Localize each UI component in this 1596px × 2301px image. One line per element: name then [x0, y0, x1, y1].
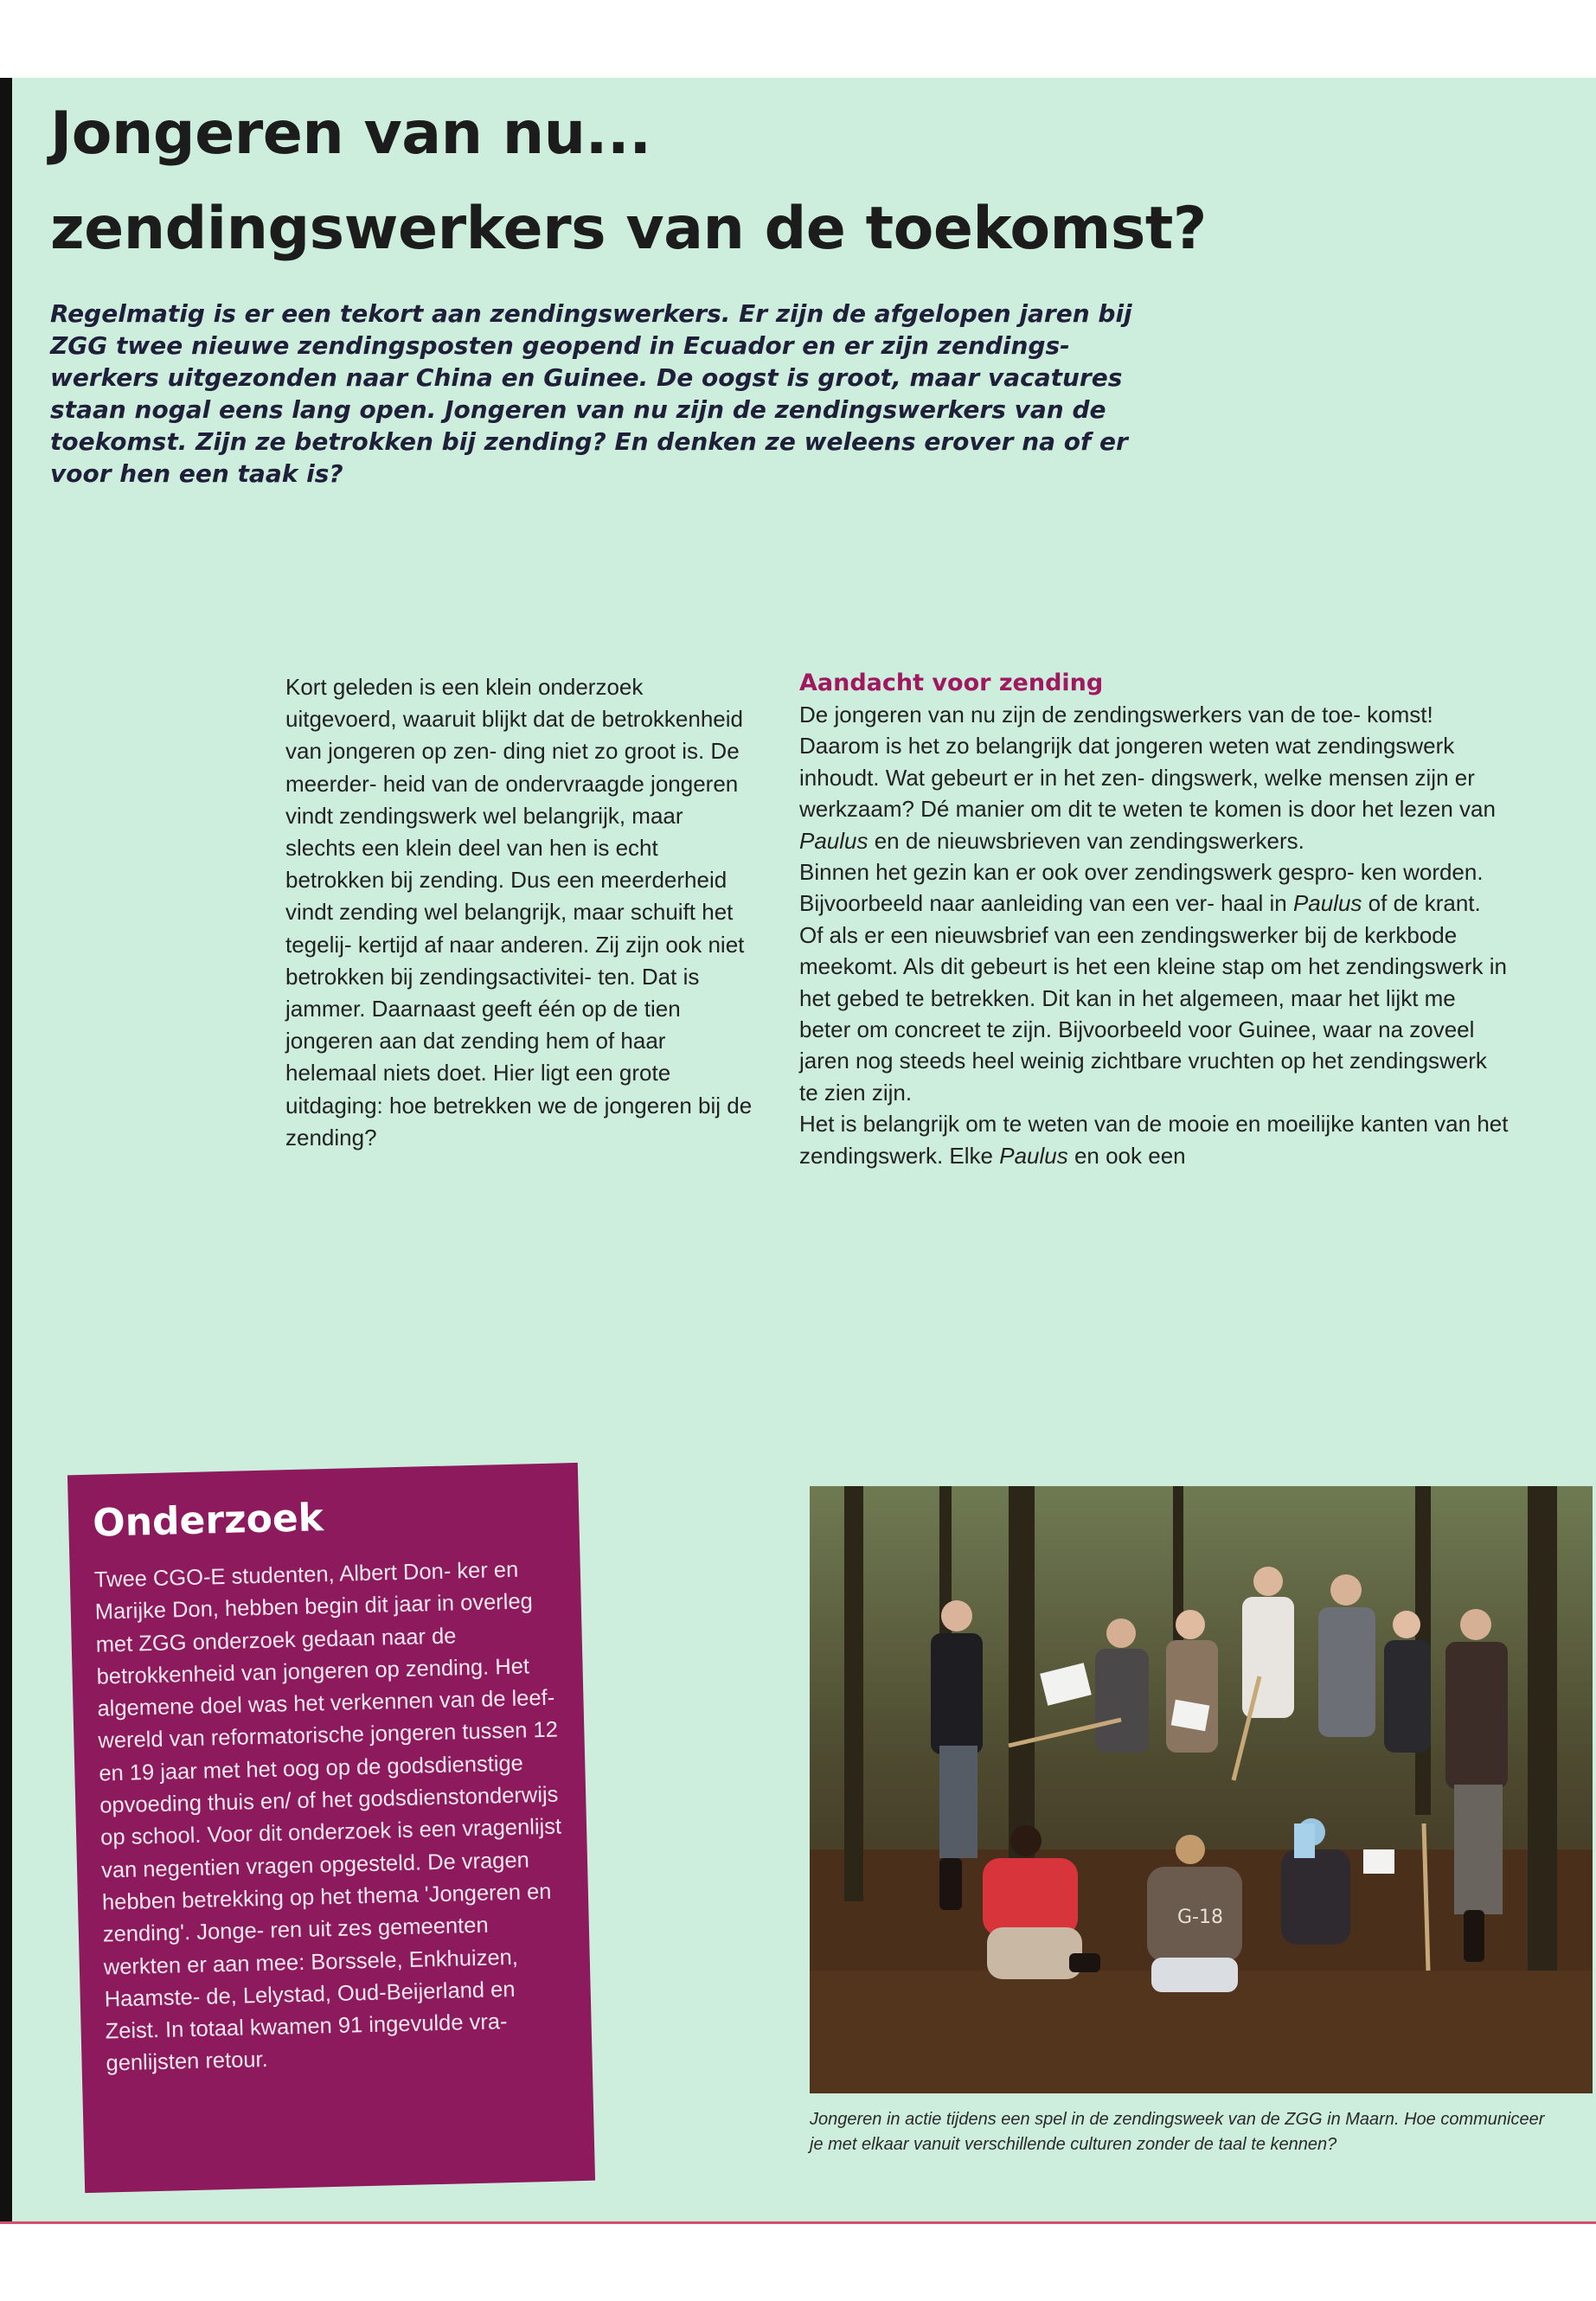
article-photo	[810, 1486, 1593, 2093]
scan-edge	[0, 78, 12, 2223]
title-line-2: zendingswerkers van de toekomst?	[50, 195, 1207, 263]
body-column-1: Kort geleden is een klein onderzoek uitgevoerd, waaruit blijkt dat de betrokkenheid van jongeren op zen- ding niet zo groot is. De meerder- heid van de ondervraagde jongeren vindt zendingswerk wel belangrijk, maar slechts een klein deel van hen is echt betrokken bij zending. Dus een meerderheid vindt zending wel belangrijk, maar schuift het tegelij- kertijd af naar anderen. Zij zijn ook niet betrokken bij zendingsactivitei- ten. Dat is jammer. Daarnaast geeft één op de tien jongeren aan dat zending hem of haar helemaal niets doet. Hier ligt een grote uitdaging: hoe betrekken we de jongeren bij de zending?	[285, 674, 753, 1150]
shirt-print: G-18	[1177, 1907, 1223, 1928]
section-heading: Aandacht voor zending	[799, 670, 1104, 696]
bottom-divider	[0, 2221, 1596, 2224]
forest-group-photo	[810, 1486, 1593, 2093]
column-2-paragraph-1: De jongeren van nu zijn de zendingswerkers van de toe- komst! Daarom is het zo belangrijk dat jongeren weten wat zendingswerk inhoudt. Wat gebeurt er in het zen- dingswerk, welke mensen zijn er werkzaam? Dé manier om dit te weten te komen is door het lezen van Paulus en de nieuwsbrieven van zendingswerkers.	[799, 702, 1496, 854]
research-sidebar-box	[67, 1463, 595, 2193]
article-intro: Regelmatig is er een tekort aan zendingswerkers. Er zijn de afgelopen jaren bij ZGG twee nieuwe zendingsposten geopend in Ecuador en er zijn zendings- werkers uitgezonden naar China en Guinee. De oogst is groot, maar vacatures staan nogal eens lang open. Jongeren van nu zijn de zendingswerkers van de toekomst. Zijn ze betrokken bij zending? En denken ze weleens erover na of er voor hen een taak is?	[50, 299, 1132, 488]
sidebar-heading: Onderzoek	[92, 1496, 324, 1546]
title-line-1: Jongeren van nu...	[50, 99, 651, 168]
body-column-2	[799, 668, 1509, 1171]
article-title	[50, 87, 1521, 277]
column-2-paragraph-3: Het is belangrijk om te weten van de mooie en moeilijke kanten van het zendingswerk. Elke Paulus en ook een	[799, 1111, 1509, 1169]
photo-caption: Jongeren in actie tijdens een spel in de zendingsweek van de ZGG in Maarn. Hoe communiceer je met elkaar vanuit verschillende culturen zonder de taal te kennen?	[810, 2110, 1545, 2154]
column-2-paragraph-2: Binnen het gezin kan er ook over zendingswerk gespro- ken worden. Bijvoorbeeld naar aanleiding van een ver- haal in Paulus of de krant. Of als er een nieuwsbrief van een zendingswerker bij de kerkbode meekomt. Als dit gebeurt is het een kleine stap om het zendingswerk in het gebed te betrekken. Dit kan in het algemeen, maar het lijkt me beter om concreet te zijn. Bijvoorbeeld voor Guinee, waar na zoveel jaren nog steeds heel weinig zichtbare vruchten op het zendingswerk te zien zijn.	[799, 859, 1507, 1106]
sidebar-text: Twee CGO-E studenten, Albert Don- ker en Marijke Don, hebben begin dit jaar in overleg met ZGG onderzoek gedaan naar de betrokkenheid van jongeren op zending. Het algemene doel was het verkennen van de leef- wereld van reformatorische jongeren tussen 12 en 19 jaar met het oog op de godsdienstige opvoeding thuis en/ of het godsdienstonderwijs op school. Voor dit onderzoek is een vragenlijst van negentien vragen opgesteld. De vragen hebben betrekking op het thema 'Jongeren en zending'. Jonge- ren uit zes gemeenten werkten er aan mee: Borssele, Enkhuizen, Haamste- de, Lelystad, Oud-Beijerland en Zeist. In totaal kwamen 91 ingevulde vra- genlijsten retour.	[93, 1557, 562, 2076]
